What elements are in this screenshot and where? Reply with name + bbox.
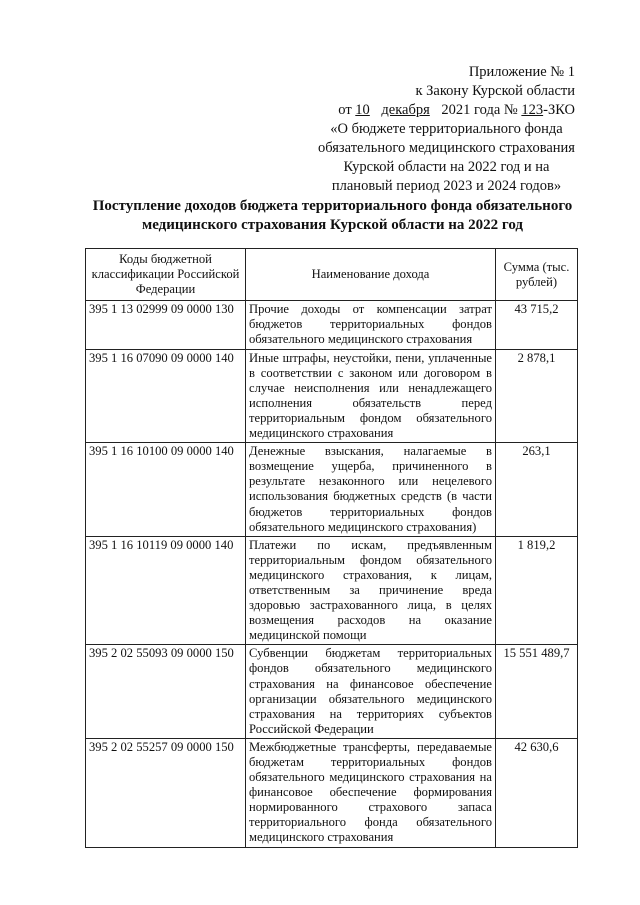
appendix-date-line [300, 101, 575, 120]
revenue-table [85, 248, 578, 848]
row-amount: 15 551 489,7 [496, 645, 578, 739]
appendix-header [300, 63, 575, 196]
row-code: 395 1 16 10100 09 0000 140 [86, 443, 246, 537]
row-code: 395 1 16 10119 09 0000 140 [86, 536, 246, 645]
row-name: Прочие доходы от компенсации затрат бюджетов территориальных фондов обязательного медицинского страхования [246, 301, 496, 349]
law-title-line-1: «О бюджете территориального фонда [330, 121, 563, 137]
law-number: 123 [521, 102, 544, 118]
title-line-2: медицинского страхования Курской области на 2022 год [141, 217, 524, 233]
date-year: 2021 года № [441, 102, 518, 118]
table-row [86, 536, 578, 645]
table-row [86, 645, 578, 739]
document-title [60, 197, 605, 235]
appendix-law-reference: к Закону Курской области [415, 83, 575, 99]
title-line-1: Поступление доходов бюджета территориального фонда обязательного [92, 198, 573, 214]
header-code: Коды бюджетной классификации Российской Федерации [86, 249, 246, 301]
law-title-line-2: обязательного медицинского страхования [318, 140, 575, 156]
table-row [86, 349, 578, 443]
row-code: 395 2 02 55257 09 0000 150 [86, 738, 246, 847]
law-title-line-4: плановый период 2023 и 2024 годов» [331, 178, 562, 194]
header-name: Наименование дохода [246, 249, 496, 301]
table-header-row [86, 249, 578, 301]
appendix-number: Приложение № 1 [468, 64, 575, 80]
row-name: Межбюджетные трансферты, передаваемые бюджетам территориальных фондов обязательного медицинского страхования на финансовое обеспечение формирования нормированного страхового запаса территориального фонда обязательного медицинского страхования [246, 738, 496, 847]
row-name: Субвенции бюджетам территориальных фондов обязательного медицинского страхования на финансовое обеспечение организации обязательного медицинского страхования на территориях субъектов Российской Федерации [246, 645, 496, 739]
header-amount: Сумма (тыс. рублей) [496, 249, 578, 301]
row-name: Денежные взыскания, налагаемые в возмещение ущерба, причиненного в результате незаконного или нецелевого использования бюджетных средств (в части бюджетов территориальных фондов обязательного медицинского страхования) [246, 443, 496, 537]
law-suffix: -ЗКО [543, 102, 575, 118]
row-code: 395 1 16 07090 09 0000 140 [86, 349, 246, 443]
row-amount: 42 630,6 [496, 738, 578, 847]
row-name: Иные штрафы, неустойки, пени, уплаченные в соответствии с законом или договором в случае неисполнения или ненадлежащего исполнения обязательств перед территориальным фондом обязательного медицинского страхования [246, 349, 496, 443]
row-code: 395 1 13 02999 09 0000 130 [86, 301, 246, 349]
law-title-line-3: Курской области на 2022 год и на [343, 159, 550, 175]
date-prefix: от [338, 102, 352, 118]
row-amount: 1 819,2 [496, 536, 578, 645]
table-row [86, 301, 578, 349]
row-amount: 263,1 [496, 443, 578, 537]
table-row [86, 738, 578, 847]
date-month: декабря [381, 102, 430, 118]
row-amount: 2 878,1 [496, 349, 578, 443]
row-amount: 43 715,2 [496, 301, 578, 349]
table-row [86, 443, 578, 537]
date-day: 10 [355, 102, 370, 118]
row-code: 395 2 02 55093 09 0000 150 [86, 645, 246, 739]
row-name: Платежи по искам, предъявленным территориальным фондом обязательного медицинского страхования, к лицам, ответственным за причинение вреда здоровью застрахованного лица, в целях возмещения расходов на оказание медицинской помощи [246, 536, 496, 645]
